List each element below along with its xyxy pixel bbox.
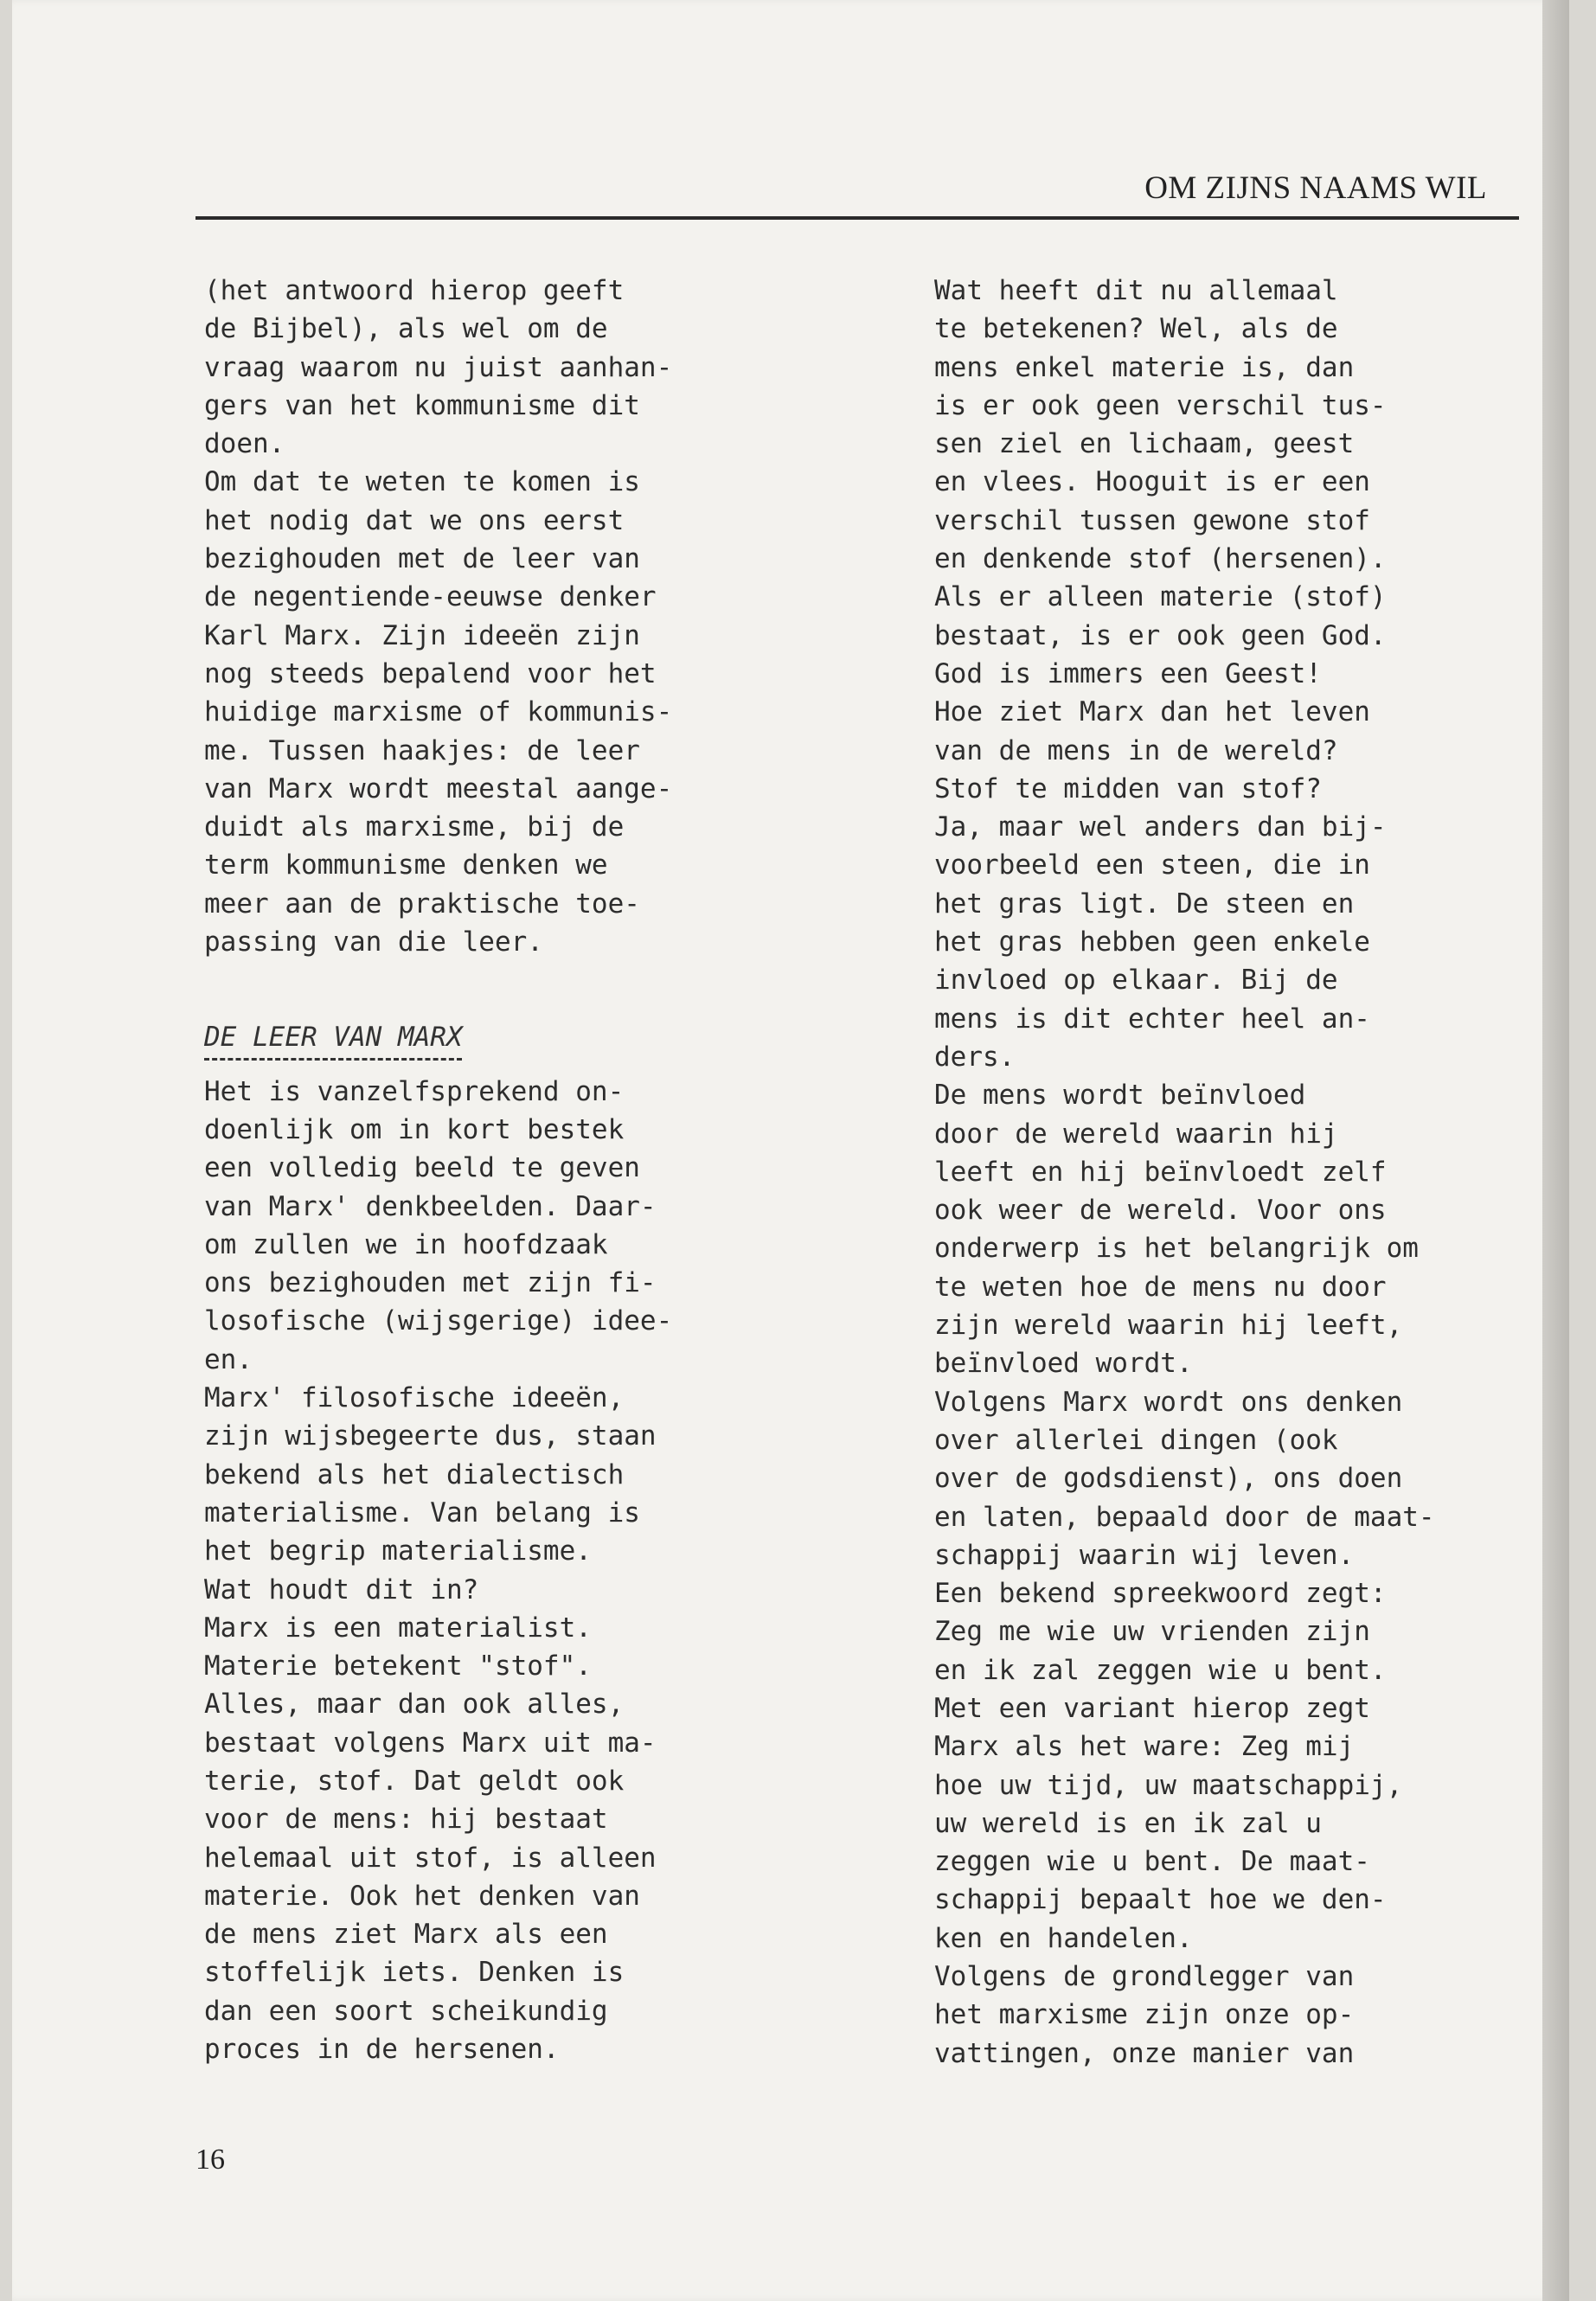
text-line: en ik zal zeggen wie u bent. <box>934 1654 1387 1686</box>
text-line: bestaat, is er ook geen God. <box>934 619 1387 651</box>
text-line: invloed op elkaar. Bij de <box>934 965 1338 997</box>
text-line: proces in de hersenen. <box>204 2034 560 2066</box>
document-page <box>12 0 1569 2301</box>
text-line: en. <box>204 1343 253 1375</box>
left-paragraph-1 <box>204 272 810 961</box>
text-line: Volgens de grondlegger van <box>934 1961 1355 1993</box>
text-line: Ja, maar wel anders dan bij- <box>934 811 1387 843</box>
text-line: huidige marxisme of kommunis- <box>204 696 673 728</box>
text-line: schappij bepaalt hoe we den- <box>934 1884 1387 1916</box>
text-line: bezighouden met de leer van <box>204 543 640 575</box>
text-line: het marxisme zijn onze op- <box>934 1999 1355 2031</box>
text-line: het gras ligt. De steen en <box>934 888 1355 920</box>
text-line: (het antwoord hierop geeft <box>204 275 625 306</box>
section-heading: DE LEER VAN MARX <box>204 1022 463 1054</box>
text-line: Het is vanzelfsprekend on- <box>204 1075 625 1107</box>
text-line: en laten, bepaald door de maat- <box>934 1501 1435 1533</box>
text-line: ook weer de wereld. Voor ons <box>934 1195 1387 1227</box>
text-line: voorbeeld een steen, die in <box>934 849 1370 881</box>
text-line: te weten hoe de mens nu door <box>934 1271 1387 1303</box>
text-line: Wat houdt dit in? <box>204 1574 479 1606</box>
text-line: van de mens in de wereld? <box>934 734 1338 766</box>
text-line: van Marx' denkbeelden. Daar- <box>204 1190 657 1222</box>
text-line: over allerlei dingen (ook <box>934 1424 1338 1456</box>
text-line: Als er alleen materie (stof) <box>934 581 1387 613</box>
text-line: De mens wordt beïnvloed <box>934 1080 1306 1112</box>
text-line: dan een soort scheikundig <box>204 1995 608 2027</box>
header-rule <box>195 216 1519 220</box>
text-line: beïnvloed wordt. <box>934 1348 1193 1380</box>
text-line: hoe uw tijd, uw maatschappij, <box>934 1769 1403 1801</box>
right-column <box>934 272 1548 2073</box>
text-line: een volledig beeld te geven <box>204 1152 640 1184</box>
text-line: Alles, maar dan ook alles, <box>204 1689 625 1721</box>
text-line: Een bekend spreekwoord zegt: <box>934 1578 1387 1610</box>
text-line: en vlees. Hooguit is er een <box>934 466 1370 498</box>
text-line: meer aan de praktische toe- <box>204 888 640 920</box>
text-line: duidt als marxisme, bij de <box>204 811 625 843</box>
text-line: materialisme. Van belang is <box>204 1497 640 1529</box>
text-line: mens enkel materie is, dan <box>934 351 1355 383</box>
text-line: bekend als het dialectisch <box>204 1458 625 1490</box>
text-line: het begrip materialisme. <box>204 1535 592 1567</box>
text-line: verschil tussen gewone stof <box>934 504 1370 536</box>
text-line: om zullen we in hoofdzaak <box>204 1228 608 1260</box>
text-line: Met een variant hierop zegt <box>934 1692 1370 1724</box>
text-line: nog steeds bepalend voor het <box>204 657 657 689</box>
text-line: Marx is een materialist. <box>204 1612 592 1644</box>
spacer <box>204 961 810 1018</box>
text-line: voor de mens: hij bestaat <box>204 1804 608 1836</box>
text-line: zijn wereld waarin hij leeft, <box>934 1310 1403 1342</box>
text-line: de negentiende-eeuwse denker <box>204 581 657 613</box>
text-line: sen ziel en lichaam, geest <box>934 428 1355 460</box>
text-line: Volgens Marx wordt ons denken <box>934 1386 1403 1418</box>
text-line: over de godsdienst), ons doen <box>934 1463 1403 1495</box>
text-line: God is immers een Geest! <box>934 657 1322 689</box>
text-line: Hoe ziet Marx dan het leven <box>934 696 1370 728</box>
page-number: 16 <box>195 2144 225 2176</box>
text-line: Om dat te weten te komen is <box>204 466 640 498</box>
text-line: Wat heeft dit nu allemaal <box>934 275 1338 306</box>
text-line: mens is dit echter heel an- <box>934 1003 1370 1035</box>
text-line: leeft en hij beïnvloedt zelf <box>934 1156 1387 1188</box>
text-line: stoffelijk iets. Denken is <box>204 1957 625 1989</box>
text-line: te betekenen? Wel, als de <box>934 313 1338 345</box>
text-line: zeggen wie u bent. De maat- <box>934 1846 1370 1878</box>
text-line: term kommunisme denken we <box>204 849 608 881</box>
text-line: doen. <box>204 428 285 460</box>
text-line: het gras hebben geen enkele <box>934 926 1370 958</box>
text-line: Karl Marx. Zijn ideeën zijn <box>204 619 640 651</box>
text-line: van Marx wordt meestal aange- <box>204 772 673 804</box>
text-line: schappij waarin wij leven. <box>934 1539 1355 1571</box>
text-line: uw wereld is en ik zal u <box>934 1807 1322 1839</box>
text-line: passing van die leer. <box>204 926 543 958</box>
text-line: Marx' filosofische ideeën, <box>204 1382 625 1414</box>
text-line: de mens ziet Marx als een <box>204 1919 608 1951</box>
text-line: me. Tussen haakjes: de leer <box>204 734 640 766</box>
spacer <box>204 1057 810 1073</box>
text-line: de Bijbel), als wel om de <box>204 313 608 345</box>
text-line: gers van het kommunisme dit <box>204 389 640 421</box>
text-line: ken en handelen. <box>934 1922 1193 1954</box>
left-paragraph-2 <box>204 1073 810 2069</box>
text-line: ons bezighouden met zijn fi- <box>204 1267 657 1299</box>
text-line: losofische (wijsgerige) idee- <box>204 1305 673 1337</box>
text-line: onderwerp is het belangrijk om <box>934 1233 1419 1265</box>
text-line: Stof te midden van stof? <box>934 772 1322 804</box>
left-column <box>204 272 810 2068</box>
text-line: materie. Ook het denken van <box>204 1880 640 1912</box>
text-line: en denkende stof (hersenen). <box>934 543 1387 575</box>
text-line: ders. <box>934 1041 1016 1073</box>
text-line: vattingen, onze manier van <box>934 2037 1355 2069</box>
text-line: helemaal uit stof, is alleen <box>204 1842 657 1874</box>
running-head: OM ZIJNS NAAMS WIL <box>1144 170 1487 206</box>
text-line: Marx als het ware: Zeg mij <box>934 1731 1355 1763</box>
text-line: het nodig dat we ons eerst <box>204 504 625 536</box>
text-line: bestaat volgens Marx uit ma- <box>204 1727 657 1759</box>
text-line: Materie betekent "stof". <box>204 1650 592 1682</box>
text-line: doenlijk om in kort bestek <box>204 1113 625 1145</box>
text-line: terie, stof. Dat geldt ook <box>204 1765 625 1797</box>
text-line: Zeg me wie uw vrienden zijn <box>934 1616 1370 1648</box>
text-line: vraag waarom nu juist aanhan- <box>204 351 673 383</box>
text-line: zijn wijsbegeerte dus, staan <box>204 1420 657 1452</box>
text-line: door de wereld waarin hij <box>934 1118 1338 1150</box>
text-line: is er ook geen verschil tus- <box>934 389 1387 421</box>
